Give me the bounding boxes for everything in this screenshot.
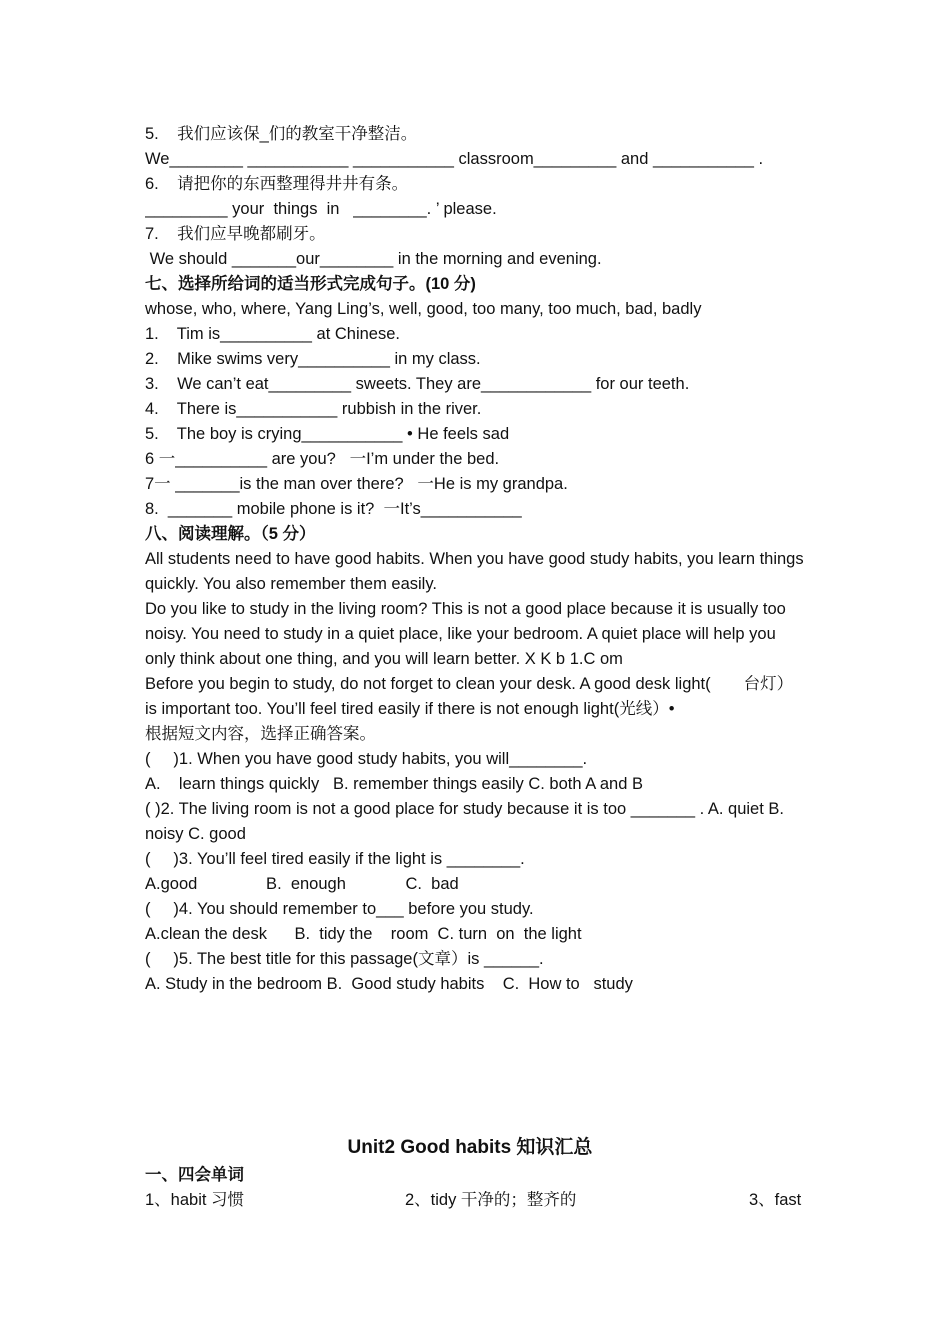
q7-english: We should _______our________ in the morning and evening. xyxy=(145,250,602,268)
reading-paragraph-3: Before you begin to study, do not forget to clean your desk. A good desk light( 台灯）is important too. You’ll feel tired easily if there is not enough light(光线）• xyxy=(145,675,794,718)
reading-instruction: 根据短文内容，选择正确答案。 xyxy=(145,725,376,743)
vocab-row xyxy=(145,1188,805,1213)
q5-english: We________ ___________ ___________ classroom_________ and ___________ . xyxy=(145,150,764,168)
s7-item-7: 7一 _______is the man over there? 一He is my grandpa. xyxy=(145,475,568,493)
reading-q1: ( )1. When you have good study habits, you will________. xyxy=(145,750,588,768)
reading-q4: ( )4. You should remember to___ before you study. xyxy=(145,900,534,918)
vocab-item-1: 1、habit 习惯 xyxy=(145,1191,245,1209)
reading-q5: ( )5. The best title for this passage(文章）is ______. xyxy=(145,950,544,968)
reading-q2: ( )2. The living room is not a good place for study because it is too _______ . A. quiet B. noisy C. good xyxy=(145,800,784,843)
word-bank: whose, who, where, Yang Ling’s, well, good, too many, too much, bad, badly xyxy=(145,300,702,318)
section7-heading: 七、选择所给词的适当形式完成句子。(10 分) xyxy=(145,275,476,293)
summary-heading: 一、四会单词 xyxy=(145,1166,244,1184)
reading-q3: ( )3. You’ll feel tired easily if the light is ________. xyxy=(145,850,525,868)
summary-title: Unit2 Good habits 知识汇总 xyxy=(347,1137,593,1158)
reading-q5-options: A. Study in the bedroom B. Good study habits C. How to study xyxy=(145,975,633,993)
q6-chinese: 6. 请把你的东西整理得井井有条。 xyxy=(145,175,409,193)
s7-item-4: 4. There is___________ rubbish in the river. xyxy=(145,400,482,418)
page-gap xyxy=(145,997,805,1133)
s7-item-5: 5. The boy is crying___________ • He feels sad xyxy=(145,425,510,443)
s7-item-1: 1. Tim is__________ at Chinese. xyxy=(145,325,400,343)
section8-heading: 八、阅读理解。（5 分） xyxy=(145,525,316,543)
reading-q3-options: A.good B. enough C. bad xyxy=(145,875,459,893)
q7-chinese: 7. 我们应早晚都刷牙。 xyxy=(145,225,326,243)
reading-paragraph-1: All students need to have good habits. When you have good study habits, you learn things quickly. You also remember them easily. xyxy=(145,550,804,593)
s7-item-8: 8. _______ mobile phone is it? 一It’s___________ xyxy=(145,500,522,518)
s7-item-2: 2. Mike swims very__________ in my class. xyxy=(145,350,481,368)
q5-chinese: 5. 我们应该保_们的教室干净整洁。 xyxy=(145,125,418,143)
s7-item-6: 6 一__________ are you? 一I’m under the bed. xyxy=(145,450,500,468)
reading-paragraph-2: Do you like to study in the living room? This is not a good place because it is usually too noisy. You need to study in a quiet place, like your bedroom. A quiet place will help you only think about one thing, and you will learn better. X K b 1.C om xyxy=(145,600,786,668)
q6-english: _________ your things in ________. ’ please. xyxy=(145,200,497,218)
s7-item-3: 3. We can’t eat_________ sweets. They are____________ for our teeth. xyxy=(145,375,690,393)
reading-q1-options: A. learn things quickly B. remember things easily C. both A and B xyxy=(145,775,643,793)
reading-q4-options: A.clean the desk B. tidy the room C. turn on the light xyxy=(145,925,582,943)
vocab-item-3: 3、fast xyxy=(749,1191,802,1209)
document-content xyxy=(145,122,805,1213)
vocab-item-2: 2、tidy 干净的；整齐的 xyxy=(405,1191,577,1209)
